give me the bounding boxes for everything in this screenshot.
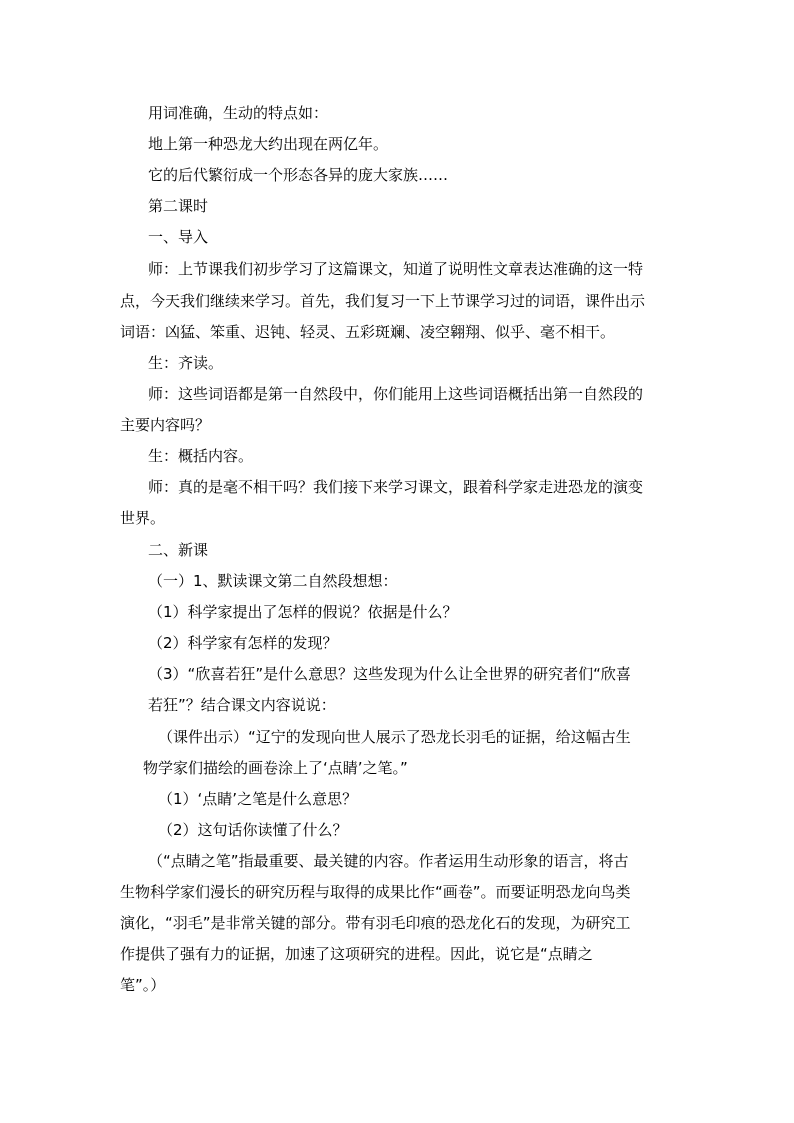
text-line: 师：真的是毫不相干吗？我们接下来学习课文，跟着科学家走进恐龙的演变 <box>148 478 644 496</box>
text-line: 生：概括内容。 <box>148 447 254 465</box>
section-heading: 一、导入 <box>148 228 209 246</box>
text-line: （1）‘点睛’之笔是什么意思？ <box>158 790 358 808</box>
text-line: （3）“欣喜若狂”是什么意思？这些发现为什么让全世界的研究者们“欣喜 <box>148 665 631 683</box>
text-line: 作提供了强有力的证据，加速了这项研究的进程。因此，说它是“点睛之 <box>120 945 593 963</box>
text-line: 师：这些词语都是第一自然段中，你们能用上这些词语概括出第一自然段的 <box>148 385 644 403</box>
text-line: 世界。 <box>120 509 166 527</box>
text-line: （一）1、默读课文第二自然段想想： <box>148 572 398 590</box>
text-line: 笔”。） <box>120 976 166 994</box>
text-line: 点，今天我们继续来学习。首先，我们复习一下上节课学习过的词语，课件出示 <box>120 292 646 310</box>
section-heading: 二、新课 <box>148 541 209 559</box>
text-line: （1）科学家提出了怎样的假说？依据是什么？ <box>148 603 458 621</box>
section-heading: 第二课时 <box>148 197 209 215</box>
text-line: 生：齐读。 <box>148 354 224 372</box>
text-line: 地上第一种恐龙大约出现在两亿年。 <box>148 135 389 153</box>
text-line: （2）这句话你读懂了什么？ <box>158 821 348 839</box>
text-line: 用词准确，生动的特点如： <box>148 104 329 122</box>
text-line: 若狂”？结合课文内容说说： <box>148 696 336 714</box>
text-line: 演化，“羽毛”是非常关键的部分。带有羽毛印痕的恐龙化石的发现，为研究工 <box>120 914 631 932</box>
text-line: 主要内容吗？ <box>120 416 211 434</box>
text-line: 生物科学家们漫长的研究历程与取得的成果比作“画卷”。而要证明恐龙向鸟类 <box>120 883 631 901</box>
text-line: 物学家们描绘的画卷涂上了‘点睛’之笔。” <box>143 759 408 777</box>
text-line: 它的后代繁衍成一个形态各异的庞大家族…… <box>148 166 449 184</box>
text-line: 师：上节课我们初步学习了这篇课文，知道了说明性文章表达准确的这一特 <box>148 260 644 278</box>
text-line: （“点睛之笔”指最重要、最关键的内容。作者运用生动形象的语言，将古 <box>148 852 629 870</box>
text-line: （课件出示）“辽宁的发现向世人展示了恐龙长羽毛的证据，给这幅古生 <box>158 728 631 746</box>
text-line: （2）科学家有怎样的发现？ <box>148 634 338 652</box>
text-line: 词语：凶猛、笨重、迟钝、轻灵、五彩斑斓、凌空翱翔、似乎、毫不相干。 <box>120 323 616 341</box>
